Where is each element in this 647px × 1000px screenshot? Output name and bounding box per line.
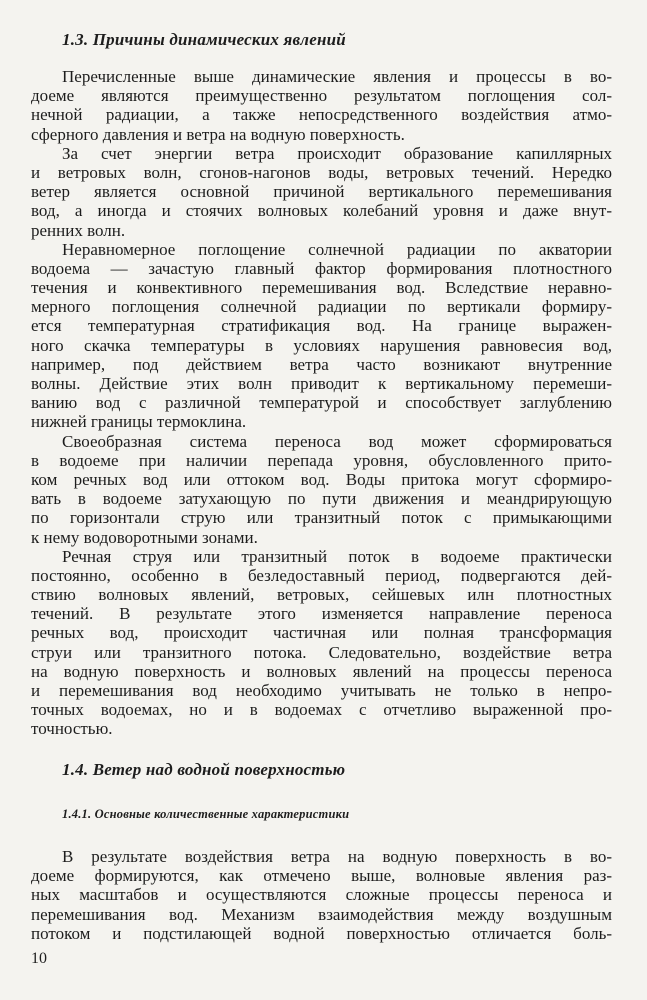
text-line: нечной радиации, а также непосредственного воздействия атмо- — [31, 105, 612, 125]
text-line: водоема — зачастую главный фактор формирования плотностного — [31, 258, 612, 278]
text-line: ется температурная стратификация вод. На границе выражен- — [31, 316, 612, 336]
text-line: ком речных вод или оттоком вод. Воды притока могут сформиро- — [31, 469, 612, 489]
text-line: доеме формируются, как отмечено выше, волновые явления раз- — [31, 866, 612, 886]
text-line: например, под действием ветра часто возникают внутренние — [31, 354, 612, 374]
text-line: течения и конвективного перемешивания вод. Вследствие неравно- — [31, 278, 612, 298]
page-number: 10 — [31, 950, 47, 967]
text-line: Перечисленные выше динамические явления и процессы в во- — [62, 67, 612, 86]
text-line: и перемешивания вод необходимо учитывать не только в непро- — [31, 681, 612, 700]
text-line: мерного поглощения солнечной радиации по вертикали формиру- — [31, 297, 612, 317]
text-line: нижней границы термоклина. — [31, 412, 247, 432]
text-line: ветер является основной причиной вертикального перемешивания — [31, 182, 612, 202]
text-line: по горизонтали струю или транзитный поток с примыкающими — [31, 508, 612, 528]
text-line: В результате воздействия ветра на водную поверхность в во- — [62, 847, 612, 866]
text-line: вод, а иногда и стоячих волновых колебаний уровня и даже внут- — [31, 201, 612, 221]
text-line: и ветровых волн, сгонов-нагонов воды, ветровых течений. Нередко — [31, 162, 612, 182]
text-line: доеме являются преимущественно результатом поглощения сол- — [31, 86, 612, 106]
text-line: Речная струя или транзитный поток в водоеме практически — [62, 546, 612, 566]
text-line: перемешивания вод. Механизм взаимодействия между воздушным — [31, 904, 612, 924]
text-line: ванию вод с различной температурой и способствует заглублению — [31, 393, 612, 413]
text-line: волны. Действие этих волн приводит к вертикальному перемеши- — [31, 374, 612, 393]
text-line: потоком и подстилающей водной поверхностью отличается боль- — [31, 923, 612, 943]
text-line: ных масштабов и осуществляются сложные процессы переноса и — [31, 885, 612, 905]
text-line: на водную поверхность и волновых явлений на процессы переноса — [31, 661, 612, 681]
text-line: постоянно, особенно в безледоставный период, подвергаются дей- — [31, 565, 612, 585]
text-line: Своеобразная система переноса вод может сформироваться — [62, 431, 612, 451]
subsection-heading-1-4-1: 1.4.1. Основные количественные характеристики — [62, 807, 350, 821]
text-line: Неравномерное поглощение солнечной радиации по акватории — [62, 239, 612, 259]
section-1-3-body — [31, 67, 612, 739]
text-line: к нему водоворотными зонами. — [31, 527, 258, 547]
text-line: речных вод, происходит частичная или полная трансформация — [31, 623, 612, 643]
text-line: струи или транзитного потока. Следовательно, воздействие ветра — [31, 642, 612, 662]
text-line: ствию волновых явлений, ветровых, сейшевых илн плотностных — [31, 585, 612, 605]
text-line: течений. В результате этого изменяется направление переноса — [31, 604, 612, 624]
text-line: ренних волн. — [31, 220, 126, 240]
text-line: За счет энергии ветра происходит образование капиллярных — [62, 143, 612, 163]
text-line: в водоеме при наличии перепада уровня, обусловленного прито- — [31, 450, 612, 470]
text-line: ного скачка температуры в условиях нарушения равновесия вод, — [31, 335, 612, 355]
section-heading-1-4: 1.4. Ветер над водной поверхностью — [62, 760, 346, 779]
text-line: сферного давления и ветра на водную поверхность. — [31, 124, 405, 144]
text-line: вать в водоеме затухающую по пути движения и меандрирующую — [31, 489, 612, 509]
section-heading-1-3: 1.3. Причины динамических явлений — [62, 30, 346, 49]
text-line: точностью. — [31, 719, 113, 739]
text-line: точных водоемах, но и в водоемах с отчетливо выраженной про- — [31, 700, 612, 720]
section-1-4-1-body — [31, 847, 612, 943]
